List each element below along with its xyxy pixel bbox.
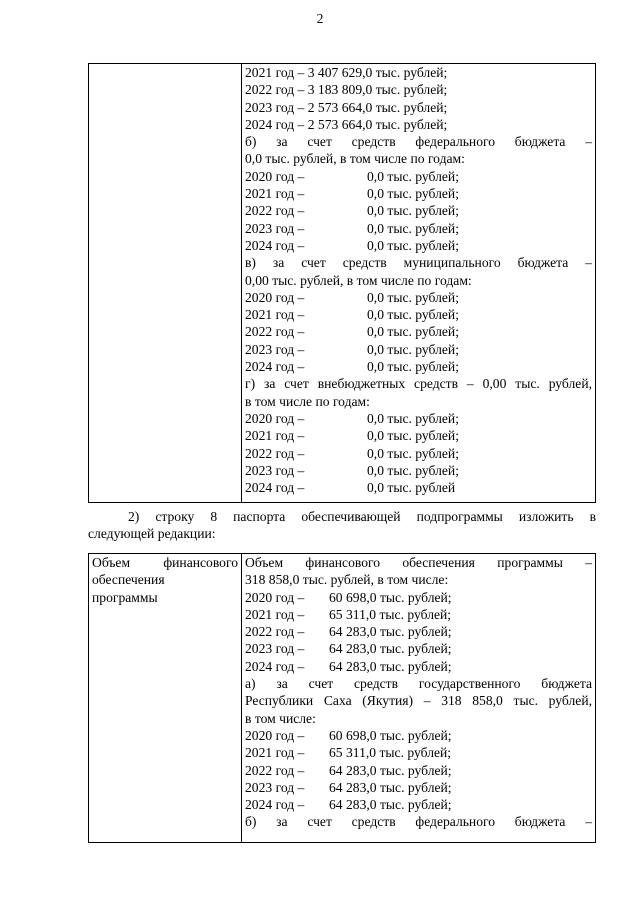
year-label: 2023 год – [245,779,305,795]
year-amount: 64 283,0 тыс. рублей; [329,641,452,657]
year-row [245,640,592,657]
line: 2024 год – 2 573 664,0 тыс. рублей; [245,116,448,132]
year-label: 2022 год – [245,762,305,778]
year-label: 2023 год – [245,641,305,657]
year-amount: 64 283,0 тыс. рублей; [329,658,452,674]
year-amount: 0,0 тыс. рублей; [367,359,459,375]
row-label-line: обеспечения [92,572,165,588]
year-row [245,727,592,744]
year-row [245,589,592,606]
municipal-budget-subheading: 0,00 тыс. рублей, в том числе по годам: [245,272,472,288]
year-row [245,623,592,640]
year-row [245,606,592,623]
state-budget-subheading: в том числе: [245,710,316,726]
state-budget-heading: а) за счет средств государственного бюджета [245,676,592,692]
line: 2023 год – 2 573 664,0 тыс. рублей; [245,99,448,115]
funding-table-new [88,553,596,843]
year-amount: 0,0 тыс. рублей; [367,324,459,340]
paragraph-line: 2) строку 8 паспорта обеспечивающей подпрограммы изложить в [128,509,596,524]
year-amount: 0,0 тыс. рублей [367,480,456,496]
year-label: 2022 год – [245,445,305,461]
year-amount: 64 283,0 тыс. рублей; [329,779,452,795]
amendment-paragraph [88,508,596,543]
year-row [245,445,592,462]
federal-budget-heading: б) за счет средств федерального бюджета – [245,814,592,830]
year-amount: 0,0 тыс. рублей; [367,237,459,253]
year-amount: 64 283,0 тыс. рублей; [329,797,452,813]
total-heading: Объем финансового обеспечения программы – [245,555,592,570]
year-amount: 0,0 тыс. рублей; [367,168,459,184]
year-label: 2020 год – [245,168,305,184]
year-label: 2024 год – [245,237,305,253]
year-amount: 60 698,0 тыс. рублей; [329,589,452,605]
year-label: 2024 год – [245,797,305,813]
left-cell-empty [89,64,242,503]
line: 2021 год – 3 407 629,0 тыс. рублей; [245,65,448,80]
year-row [245,762,592,779]
year-amount: 0,0 тыс. рублей; [367,410,459,426]
year-row [245,185,592,202]
year-row [245,168,592,185]
year-label: 2021 год – [245,606,305,622]
year-label: 2023 год – [245,341,305,357]
year-row [245,410,592,427]
row-label-line: программы [92,589,158,605]
year-row [245,220,592,237]
total-subheading: 318 858,0 тыс. рублей, в том числе: [245,572,449,588]
year-row [245,479,592,496]
year-label: 2022 год – [245,324,305,340]
year-amount: 64 283,0 тыс. рублей; [329,762,452,778]
year-amount: 65 311,0 тыс. рублей; [329,745,452,761]
year-row [245,658,592,675]
page-number: 2 [316,11,324,26]
year-row [245,323,592,340]
year-label: 2021 год – [245,745,305,761]
year-label: 2020 год – [245,727,305,743]
paragraph-line: следующей редакции: [88,526,216,542]
federal-budget-subheading: 0,0 тыс. рублей, в том числе по годам: [245,151,465,167]
year-amount: 0,0 тыс. рублей; [367,445,459,461]
year-label: 2020 год – [245,589,305,605]
year-label: 2024 год – [245,480,305,496]
year-amount: 0,0 тыс. рублей; [367,186,459,202]
year-amount: 0,0 тыс. рублей; [367,203,459,219]
year-row [245,462,592,479]
year-amount: 0,0 тыс. рублей; [367,289,459,305]
year-row [245,779,592,796]
year-label: 2024 год – [245,658,305,674]
year-row [245,341,592,358]
year-row [245,796,592,813]
year-amount: 0,0 тыс. рублей; [367,220,459,236]
year-label: 2021 год – [245,307,305,323]
funding-table-continued [88,63,596,503]
year-row [245,744,592,761]
year-label: 2020 год – [245,410,305,426]
year-label: 2022 год – [245,203,305,219]
line: 2022 год – 3 183 809,0 тыс. рублей; [245,82,448,98]
year-label: 2020 год – [245,289,305,305]
year-label: 2023 год – [245,462,305,478]
year-label: 2023 год – [245,220,305,236]
year-amount: 64 283,0 тыс. рублей; [329,624,452,640]
year-row [245,289,592,306]
year-label: 2022 год – [245,624,305,640]
year-amount: 0,0 тыс. рублей; [367,428,459,444]
year-amount: 65 311,0 тыс. рублей; [329,606,452,622]
year-row [245,427,592,444]
funding-details-cell [242,64,596,503]
federal-budget-heading: б) за счет средств федерального бюджета – [245,134,592,150]
year-row [245,202,592,219]
year-amount: 60 698,0 тыс. рублей; [329,727,452,743]
year-label: 2024 год – [245,359,305,375]
year-row [245,306,592,323]
municipal-budget-heading: в) за счет средств муниципального бюджета – [245,255,592,271]
year-amount: 0,0 тыс. рублей; [367,307,459,323]
year-label: 2021 год – [245,186,305,202]
year-amount: 0,0 тыс. рублей; [367,341,459,357]
year-amount: 0,0 тыс. рублей; [367,462,459,478]
year-row [245,358,592,375]
extrabudgetary-subheading: в том числе по годам: [245,393,370,409]
funding-details-cell [242,554,596,843]
state-budget-heading-cont: Республики Саха (Якутия) – 318 858,0 тыс. рублей, [245,693,592,709]
extrabudgetary-heading: г) за счет внебюджетных средств – 0,00 тыс. рублей, [245,376,592,392]
row-label-cell [89,554,242,843]
row-label-line: Объем финансового [92,555,238,570]
year-row [245,237,592,254]
year-label: 2021 год – [245,428,305,444]
